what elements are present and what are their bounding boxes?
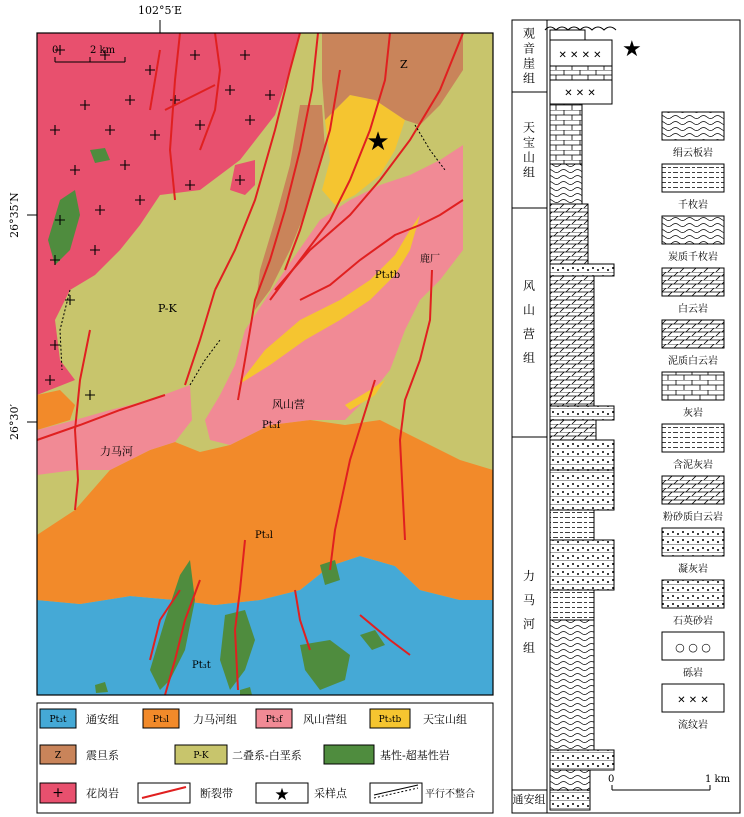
formation-name-3: 力马河组 [522,569,536,655]
lithology-label: 石英砂岩 [673,616,713,627]
lithology-label: 绢云板岩 [673,148,713,159]
svg-text:断裂带: 断裂带 [200,787,233,800]
lithology-swatch [662,372,724,400]
legend-item-fault [138,783,233,803]
formation-name-1: 天宝山组 [522,120,536,180]
svg-text:风山营组: 风山营组 [303,713,347,726]
lithology-swatch [662,268,724,296]
label-tb: Pt₃tb [375,270,401,281]
map-panel [37,33,493,695]
svg-text:通安组: 通安组 [86,713,119,726]
lithology-label: 炭质千枚岩 [668,252,718,263]
legend-item-granite [40,783,119,803]
svg-text:二叠系-白垩系: 二叠系-白垩系 [232,749,302,762]
svg-text:Pt₃t: Pt₃t [49,715,67,725]
legend-item-sample [256,783,348,805]
legend-item-fengshanying [256,709,347,728]
lithology-label: 灰岩 [683,408,703,419]
formation-name-2: 风山营组 [522,279,536,365]
svg-text:平行不整合: 平行不整合 [425,789,475,800]
label-z: Z [400,58,408,71]
sample-star-column: ★ [622,37,642,62]
svg-text:✕ ✕ ✕: ✕ ✕ ✕ [564,88,596,99]
coord-lat-2: 26°30′ [8,404,21,440]
svg-text:Pt₃l: Pt₃l [152,715,170,725]
lithology-swatch [662,112,724,140]
lithology-label: 白云岩 [678,304,708,315]
map-scale-zero: 0 [52,45,59,56]
lithology-legend [662,112,724,731]
legend-item-mafic [324,745,450,764]
strat-column-panel [512,20,740,813]
legend-item-unconformity [370,783,475,803]
lithology-swatch [662,320,724,348]
svg-text:天宝山组: 天宝山组 [423,713,467,726]
coord-lon: 102°5′E [137,4,183,17]
column-scale-bar [608,774,731,790]
label-ptl: Pt₃l [255,530,273,541]
svg-text:力马河组: 力马河组 [193,713,237,726]
svg-text:花岗岩: 花岗岩 [86,787,119,800]
legend-item-sinian [40,745,119,764]
lithology-swatch [662,424,724,452]
label-limahe: 力马河 [100,445,133,458]
lithology-swatch [662,528,724,556]
legend-item-tongan [40,709,119,728]
lithology-label: 粉砂质白云岩 [663,512,723,523]
column-scale-zero: 0 [608,774,615,785]
sample-star-map: ★ [366,127,390,157]
rhyolite-mark: ✕ ✕ ✕ [677,695,709,706]
lithology-label: 千枚岩 [678,200,708,211]
lithology-label: 砾岩 [683,668,703,679]
lithology-swatch [662,476,724,504]
svg-text:采样点: 采样点 [314,787,347,800]
svg-text:Z: Z [54,751,62,761]
lithology-swatch [662,216,724,244]
label-ptt: Pt₃t [192,660,211,671]
legend-item-tianbaoshan [370,709,467,728]
lithology-swatch [662,164,724,192]
svg-text:震旦系: 震旦系 [86,749,119,762]
label-ptf: Pt₃f [262,420,281,431]
lithology-label: 凝灰岩 [678,564,708,575]
lithology-label: 流纹岩 [678,720,708,731]
coord-lat-1: 26°35′N [8,192,21,238]
svg-text:Pt₃f: Pt₃f [265,715,283,725]
formation-name-0: 观音崖组 [522,26,536,86]
lithology-swatch [662,580,724,608]
svg-text:Pt₃tb: Pt₃tb [378,715,402,725]
svg-text:+: + [52,785,64,801]
legend-item-pk [175,745,302,764]
svg-text:P-K: P-K [193,751,209,761]
svg-text:★: ★ [274,785,290,805]
column-scale-length: 1 km [705,774,731,785]
label-pk: P-K [158,302,177,315]
map-scale-length: 2 km [90,45,116,56]
lithology-label: 含泥灰岩 [673,460,713,471]
svg-text:✕ ✕ ✕ ✕: ✕ ✕ ✕ ✕ [558,50,602,61]
svg-text:基性-超基性岩: 基性-超基性岩 [380,749,450,762]
label-luchang: 鹿厂 [420,254,440,265]
label-fengshanying: 风山营 [272,398,305,411]
conglomerate-mark: ○ ○ ○ [675,641,711,654]
legend-item-limahe [143,709,237,728]
formation-name-4: 通安组 [512,793,546,806]
legend [37,703,493,813]
lithology-label: 泥质白云岩 [668,356,718,367]
